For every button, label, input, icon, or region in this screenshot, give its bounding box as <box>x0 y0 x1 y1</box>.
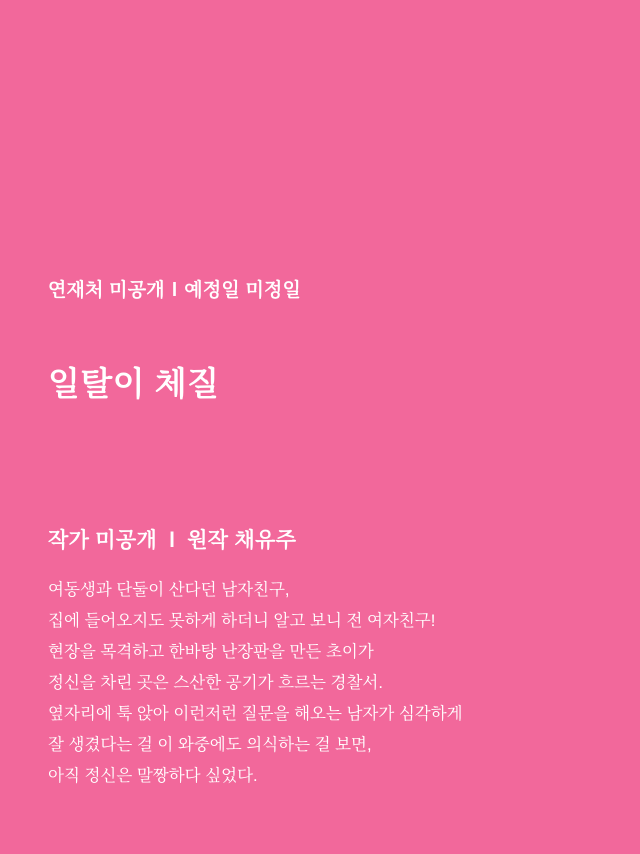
publication-meta <box>48 275 301 302</box>
publisher-label: 연재처 미공개 <box>48 280 165 301</box>
synopsis-line: 여동생과 단둘이 산다던 남자친구, <box>48 581 290 599</box>
synopsis-line: 집에 들어오지도 못하게 하더니 알고 보니 전 여자친구! <box>48 612 436 630</box>
synopsis-line: 현장을 목격하고 한바탕 난장판을 만든 초이가 <box>48 643 374 661</box>
synopsis-line: 아직 정신은 말짱하다 싶었다. <box>48 767 258 785</box>
synopsis-line: 옆자리에 툭 앉아 이런저런 질문을 해오는 남자가 심각하게 <box>48 705 463 723</box>
meta-separator: l <box>171 280 178 301</box>
writer-label: 작가 미공개 <box>48 529 158 552</box>
credits-line <box>48 524 296 554</box>
original-author-label: 원작 채유주 <box>187 529 297 552</box>
schedule-label: 예정일 미정일 <box>184 280 302 301</box>
synopsis-line: 정신을 차린 곳은 스산한 공기가 흐르는 경찰서. <box>48 674 383 692</box>
credits-separator: l <box>169 529 176 552</box>
synopsis-text <box>48 575 608 792</box>
synopsis-line: 잘 생겼다는 걸 이 와중에도 의식하는 걸 보면, <box>48 736 372 754</box>
page-title: 일탈이 체질 <box>48 365 220 403</box>
